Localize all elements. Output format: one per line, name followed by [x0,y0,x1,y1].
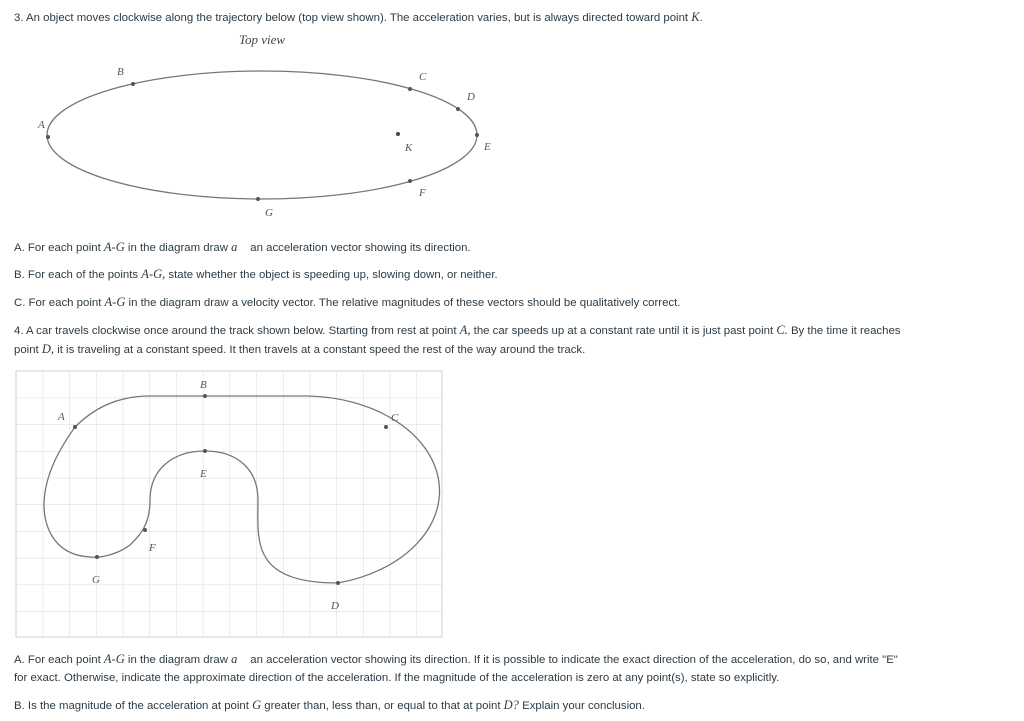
label-a: A [38,119,45,131]
q4-part-a: A. For each point A-G in the diagram draw a⃗ an acceleration vector showing its direction. If it is possible to indicate the exact direction of the acceleration, do so, and write "E" for exact. Otherwise, indicate the approximate direction of the acceleration. If the magnitude of the acceleration is zero at any point(s), state so explicitly. [14,652,898,684]
q4-intro: 4. A car travels clockwise once around the track shown below. Starting from rest at point A, the car speeds up at a constant rate until it is just past point C. By the time it reaches point D, it is traveling at a constant speed. It then travels at a constant speed the rest of the way around the track. [14,323,901,356]
track-point-g-dot [95,555,99,559]
label-c: C [419,71,427,83]
track-point-d-dot [336,581,340,585]
track-label-b: B [200,379,207,391]
track-point-a-dot [73,425,77,429]
label-e: E [484,141,491,153]
track-label-f: F [149,542,156,554]
label-k: K [405,142,413,154]
q3-part-c: C. For each point A-G in the diagram draw a velocity vector. The relative magnitudes of these vectors should be qualitatively correct. [14,295,681,309]
label-d: D [467,91,475,103]
label-g: G [265,207,273,219]
point-k-ref: K [691,10,700,24]
q3-part-b: B. For each of the points A-G, state whether the object is speeding up, slowing down, or neither. [14,267,498,281]
q3-intro: 3. An object moves clockwise along the trajectory below (top view shown). The acceleration varies, but is always directed toward point K. [14,10,703,24]
label-f: F [419,187,426,199]
q4-part-b: B. Is the magnitude of the acceleration at point G greater than, less than, or equal to that at point D? Explain your conclusion. [14,698,645,712]
track-label-g: G [92,574,100,586]
track-label-e: E [200,468,207,480]
q3-part-a: A. For each point A-G in the diagram draw a⃗ an acceleration vector showing its direction. [14,240,471,254]
track-point-e-dot [203,449,207,453]
track-label-d: D [331,600,339,612]
label-b: B [117,66,124,78]
figure-caption: Top view [238,32,286,47]
track-point-f-dot [143,528,147,532]
track-label-c: C [391,412,399,424]
track-label-a: A [58,411,65,423]
track-point-c-dot [384,425,388,429]
track-point-b-dot [203,394,207,398]
